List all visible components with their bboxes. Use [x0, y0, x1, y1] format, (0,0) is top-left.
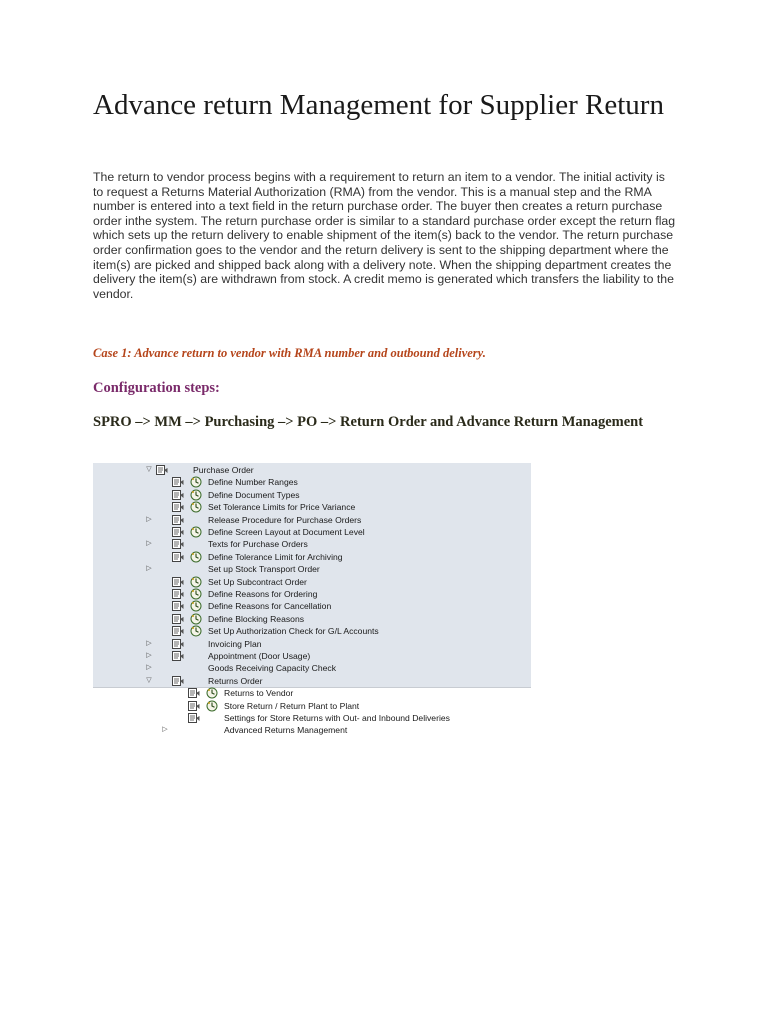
triangle-right-icon: ▷ — [146, 515, 152, 523]
tree-node-label: Purchase Order — [193, 465, 254, 475]
execute-activity-icon — [190, 576, 202, 588]
documentation-icon — [188, 713, 200, 723]
documentation-icon — [172, 676, 184, 686]
tree-node — [93, 588, 513, 600]
triangle-right-icon: ▷ — [146, 639, 152, 647]
tree-node — [93, 650, 513, 662]
triangle-right-icon: ▷ — [146, 565, 152, 573]
documentation-icon — [188, 688, 200, 698]
tree-node-label: Invoicing Plan — [208, 638, 262, 649]
documentation-icon — [172, 527, 184, 537]
tree-node — [93, 476, 513, 488]
tree-node-label: Advanced Returns Management — [224, 725, 348, 735]
tree-node — [93, 526, 513, 538]
tree-node — [93, 613, 513, 625]
tree-node-label: Define Reasons for Ordering — [208, 589, 318, 599]
tree-node-label: Appointment (Door Usage) — [208, 651, 311, 661]
documentation-icon — [188, 701, 200, 711]
tree-node — [93, 600, 513, 612]
tree-node — [93, 514, 513, 526]
documentation-icon — [172, 502, 184, 512]
tree-node-label: Define Reasons for Cancellation — [208, 601, 332, 612]
execute-activity-icon — [190, 501, 202, 513]
documentation-icon — [172, 477, 184, 487]
execute-activity-icon — [206, 700, 218, 712]
execute-activity-icon — [190, 526, 202, 538]
tree-node-label: Define Screen Layout at Document Level — [208, 527, 365, 537]
documentation-icon — [172, 552, 184, 562]
documentation-icon — [172, 626, 184, 636]
tree-node-label: Release Procedure for Purchase Orders — [208, 514, 362, 525]
tree-node — [93, 662, 513, 674]
tree-node — [93, 464, 513, 476]
execute-activity-icon — [206, 687, 218, 699]
triangle-down-icon: ▽ — [146, 466, 152, 473]
documentation-icon — [172, 577, 184, 587]
tree-node-label: Define Number Ranges — [208, 477, 298, 488]
documentation-icon — [172, 639, 184, 649]
documentation-icon — [172, 490, 184, 500]
tree-node-label: Store Return / Return Plant to Plant — [224, 700, 360, 711]
configuration-heading: Configuration steps: — [93, 380, 220, 396]
documentation-icon — [172, 515, 184, 525]
triangle-right-icon: ▷ — [162, 726, 168, 734]
tree-node-label: Set up Stock Transport Order — [208, 564, 320, 575]
tree-node — [93, 625, 513, 637]
documentation-icon — [156, 465, 168, 475]
tree-node — [93, 563, 513, 575]
tree-node — [93, 551, 513, 563]
img-tree-screenshot — [93, 463, 531, 735]
triangle-right-icon: ▷ — [146, 664, 152, 672]
tree-node — [93, 700, 513, 712]
execute-activity-icon — [190, 588, 202, 600]
tree-node — [93, 489, 513, 501]
tree-node — [93, 687, 513, 699]
tree-node — [93, 724, 513, 735]
tree-node-label: Define Tolerance Limit for Archiving — [208, 551, 343, 562]
tree-node-label: Goods Receiving Capacity Check — [208, 663, 337, 674]
documentation-icon — [172, 539, 184, 549]
execute-activity-icon — [190, 625, 202, 637]
execute-activity-icon — [190, 613, 202, 625]
tree-node — [93, 675, 513, 687]
execute-activity-icon — [190, 551, 202, 563]
execute-activity-icon — [190, 600, 202, 612]
tree-node — [93, 538, 513, 550]
execute-activity-icon — [190, 489, 202, 501]
tree-node-label: Texts for Purchase Orders — [208, 539, 308, 550]
tree-node-label: Settings for Store Returns with Out- and Inbound Deliveries — [224, 713, 450, 723]
tree-node-label: Set Tolerance Limits for Price Variance — [208, 502, 356, 513]
triangle-right-icon: ▷ — [146, 652, 152, 659]
documentation-icon — [172, 614, 184, 624]
tree-node — [93, 638, 513, 650]
triangle-down-icon: ▽ — [146, 676, 152, 684]
documentation-icon — [172, 651, 184, 661]
tree-node — [93, 712, 513, 724]
documentation-icon — [172, 601, 184, 611]
tree-node-label: Returns to Vendor — [224, 688, 294, 699]
tree-node-label: Set Up Subcontract Order — [208, 576, 307, 587]
execute-activity-icon — [190, 476, 202, 488]
tree-node-label: Set Up Authorization Check for G/L Accounts — [208, 626, 379, 637]
intro-paragraph: The return to vendor process begins with a requirement to return an item to a vendor. The initial activity is to request a Returns Material Authorization (RMA) from the vendor. This is a manual step and the RMA number is entered into a text field in the return purchase order. The buyer then creates a return purchase order inthe system. The return purchase order is similar to a standard purchase order except the return flag which sets up the return delivery to enable shipment of the item(s) back to the vendor. The return purchase order confirmation goes to the vendor and the return delivery is sent to the shipping department where the item(s) are picked and shipped back along with a delivery note. When the shipping department creates the delivery the item(s) are withdrawn from stock. A credit memo is generated which transfers the liability to the vendor. — [93, 170, 676, 301]
tree-node — [93, 576, 513, 588]
case-heading: Case 1: Advance return to vendor with RMA number and outbound delivery. — [93, 346, 486, 360]
documentation-icon — [172, 589, 184, 599]
tree-node-label: Define Blocking Reasons — [208, 613, 305, 624]
tree-node-label: Returns Order — [208, 675, 263, 686]
triangle-right-icon: ▷ — [146, 540, 152, 548]
menu-path: SPRO –> MM –> Purchasing –> PO –> Return Order and Advance Return Management — [93, 414, 644, 430]
tree-node-label: Define Document Types — [208, 489, 300, 500]
document-title: Advance return Management for Supplier Return — [93, 89, 664, 121]
tree-node — [93, 501, 513, 513]
